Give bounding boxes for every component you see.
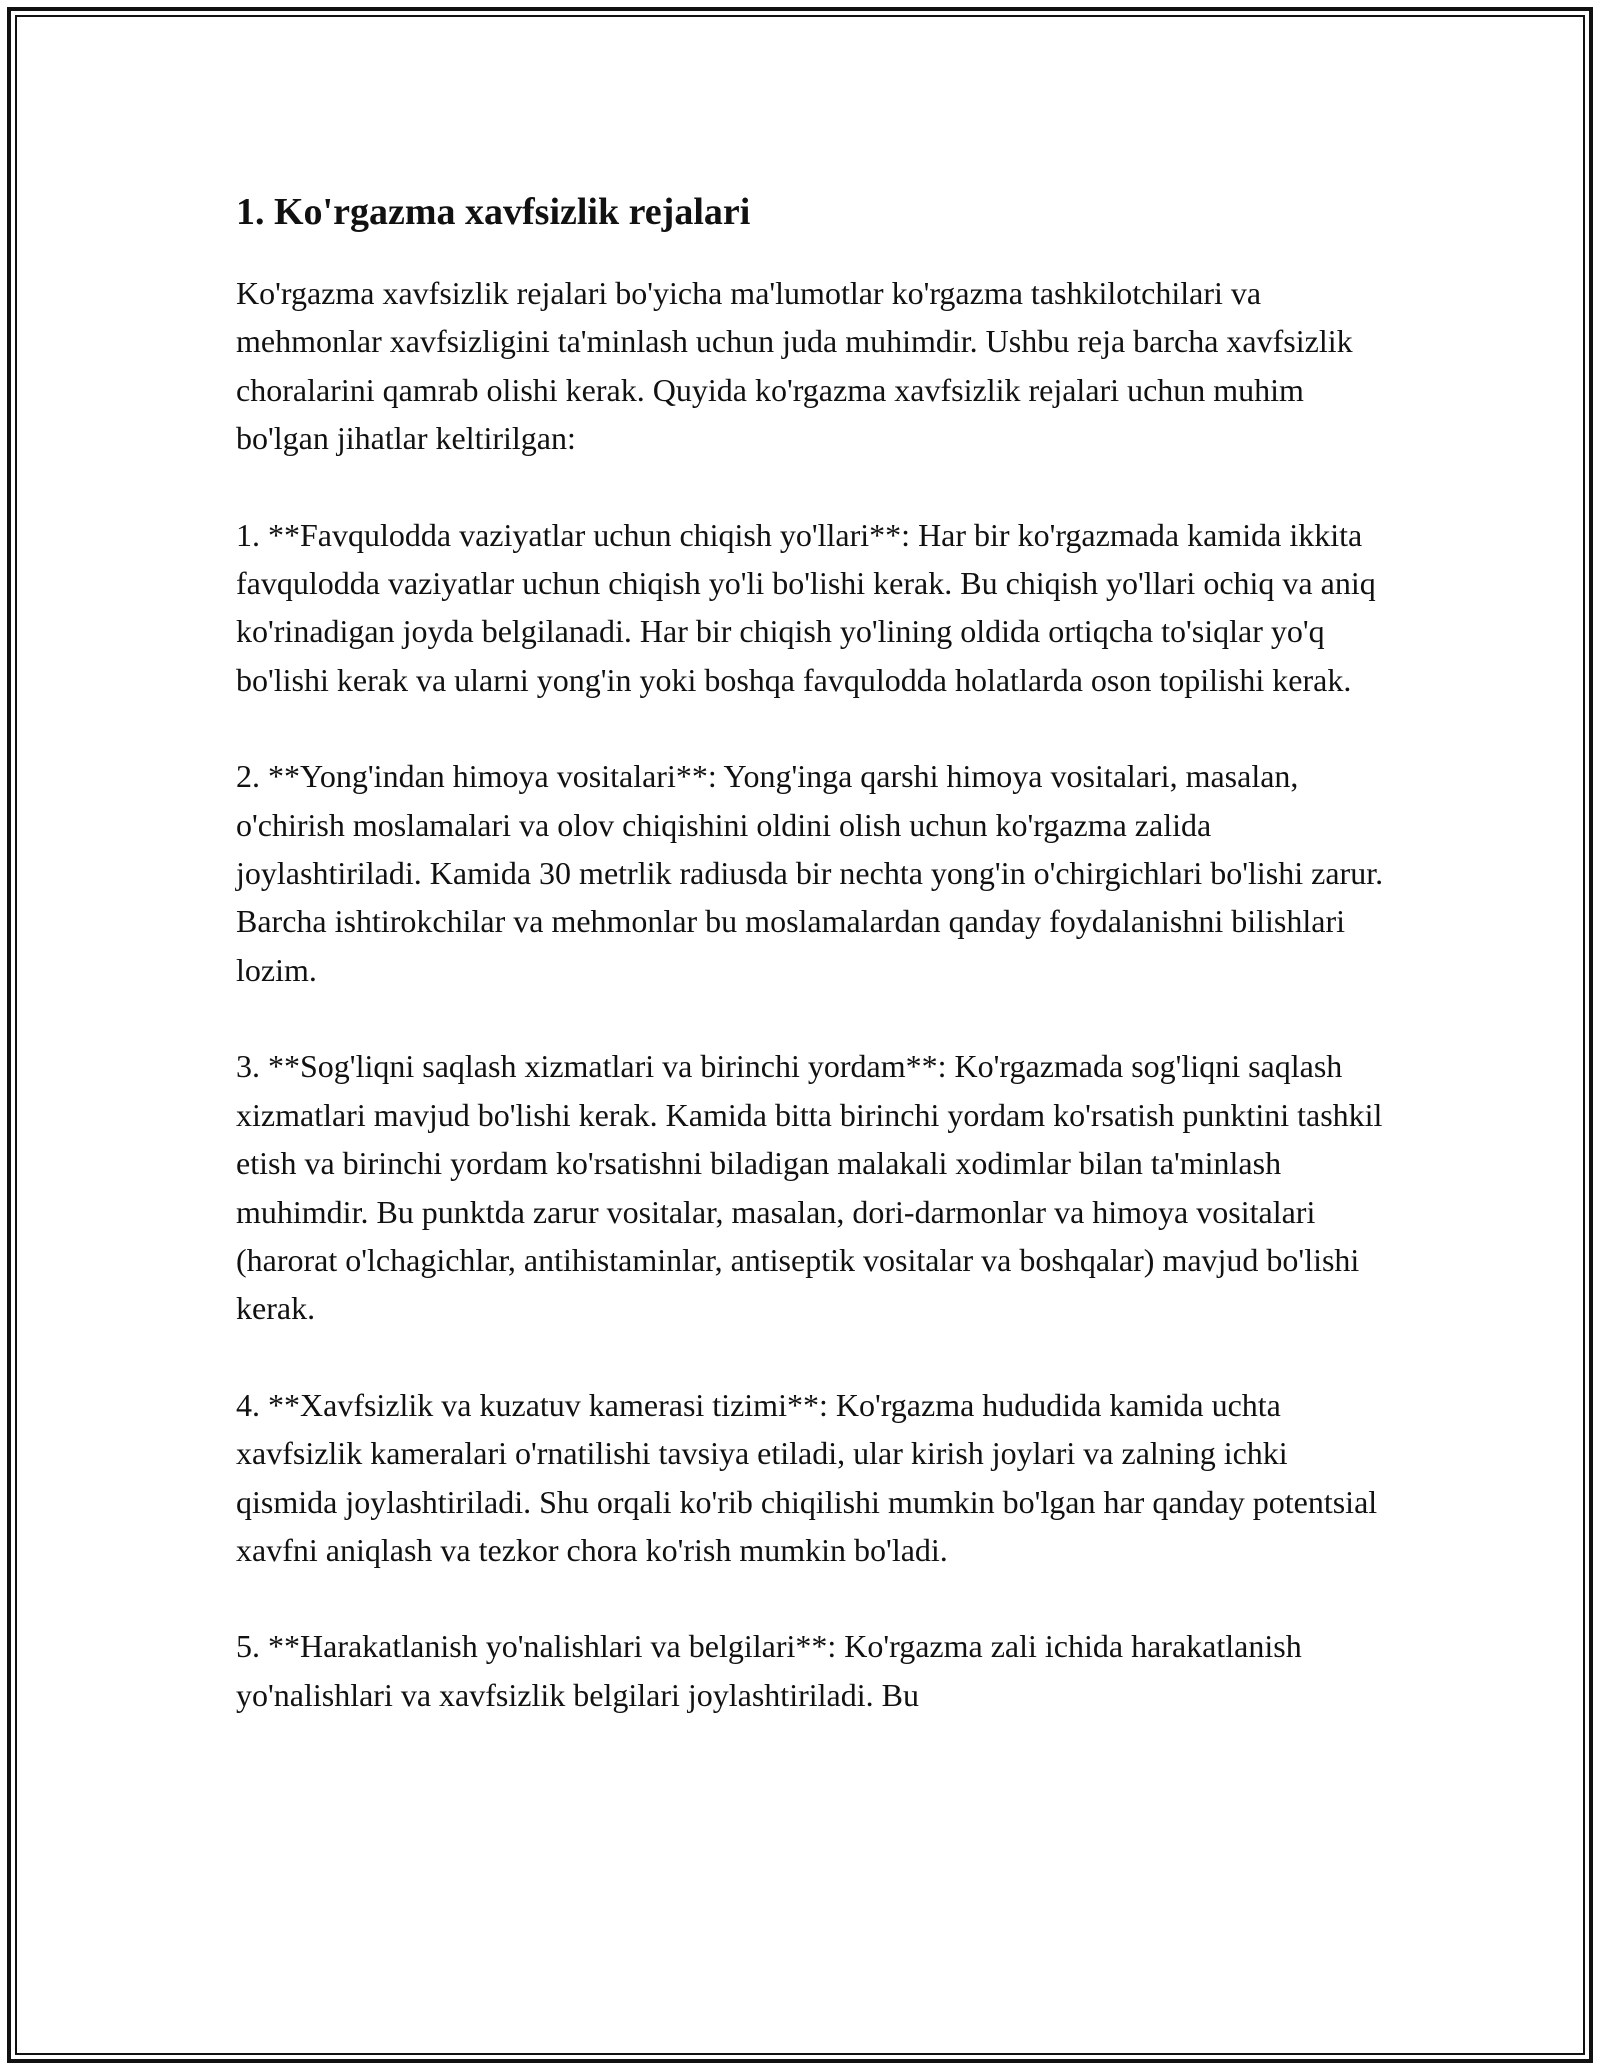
section-heading: 1. Ko'rgazma xavfsizlik rejalari bbox=[236, 191, 751, 233]
list-item-movement-directions: 5. **Harakatlanish yo'nalishlari va belgilari**: Ko'rgazma zali ichida harakatlanish yo'nalishlari va xavfsizlik belgilari joylashtiriladi. Bu bbox=[236, 1628, 1302, 1713]
list-item-health-first-aid: 3. **Sog'liqni saqlash xizmatlari va birinchi yordam**: Ko'rgazmada sog'liqni saqlash xizmatlari mavjud bo'lishi kerak. Kamida bitta birinchi yordam ko'rsatish punktini tashkil etish va birinchi yordam ko'rsatishni biladigan malakali xodimlar bilan ta'minlash muhimdir. Bu punktda zarur vositalar, masalan, dori-darmonlar va himoya vositalari (harorat o'lchagichlar, antihistaminlar, antiseptik vositalar va boshqalar) mavjud bo'lishi kerak. bbox=[236, 1048, 1383, 1327]
list-item-fire-protection: 2. **Yong'indan himoya vositalari**: Yong'inga qarshi himoya vositalari, masalan, o'chirish moslamalari va olov chiqishini oldini olish uchun ko'rgazma zalida joylashtiriladi. Kamida 30 metrlik radiusda bir nechta yong'in o'chirgichlari bo'lishi zarur. Barcha ishtirokchilar va mehmonlar bu moslamalardan qanday foydalanishni bilishlari lozim. bbox=[236, 758, 1384, 988]
intro-paragraph: Ko'rgazma xavfsizlik rejalari bo'yicha ma'lumotlar ko'rgazma tashkilotchilari va mehmonlar xavfsizligini ta'minlash uchun juda muhimdir. Ushbu reja barcha xavfsizlik choralarini qamrab olishi kerak. Quyida ko'rgazma xavfsizlik rejalari uchun muhim bo'lgan jihatlar keltirilgan: bbox=[236, 275, 1353, 457]
list-item-emergency-exits: 1. **Favqulodda vaziyatlar uchun chiqish yo'llari**: Har bir ko'rgazmada kamida ikkita favqulodda vaziyatlar uchun chiqish yo'li bo'lishi kerak. Bu chiqish yo'llari ochiq va aniq ko'rinadigan joyda belgilanadi. Har bir chiqish yo'lining oldida ortiqcha to'siqlar yo'q bo'lishi kerak va ularni yong'in yoki boshqa favqulodda holatlarda oson topilishi kerak. bbox=[236, 516, 1376, 698]
document-body bbox=[236, 185, 1386, 1719]
list-item-security-cameras: 4. **Xavfsizlik va kuzatuv kamerasi tizimi**: Ko'rgazma hududida kamida uchta xavfsizlik kameralari o'rnatilishi tavsiya etiladi, ular kirish joylari va zalning ichki qismida joylashtiriladi. Shu orqali ko'rib chiqilishi mumkin bo'lgan har qanday potentsial xavfni aniqlash va tezkor chora ko'rish mumkin bo'ladi. bbox=[236, 1386, 1378, 1568]
